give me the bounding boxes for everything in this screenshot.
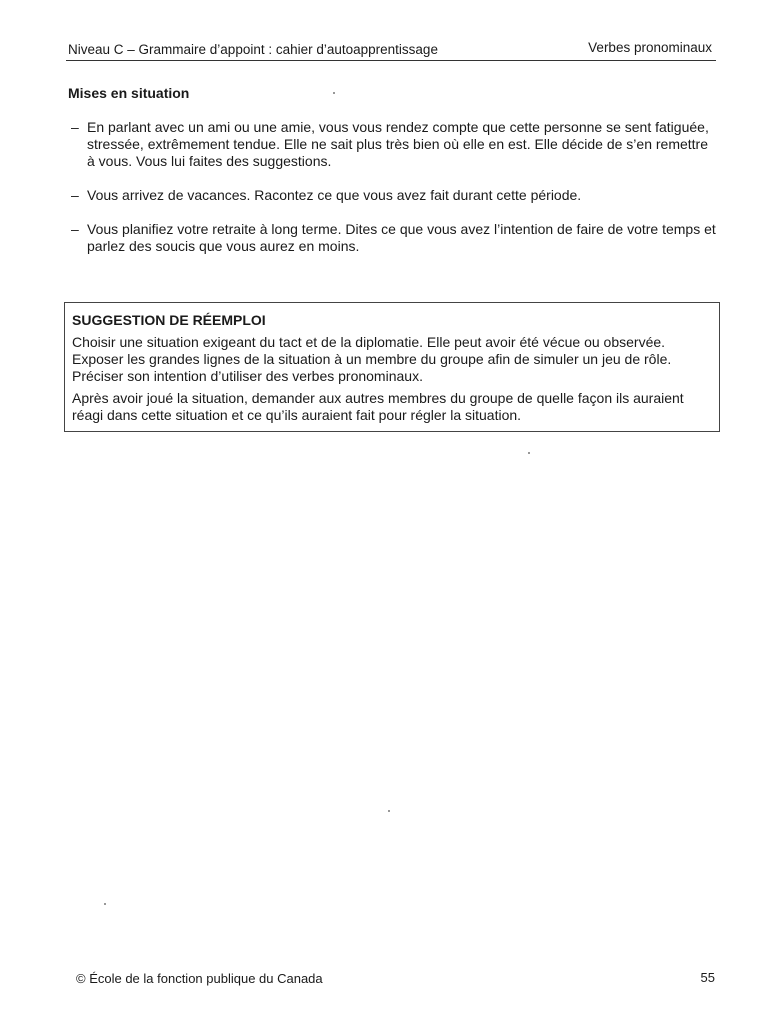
scan-speck <box>388 810 390 812</box>
list-item-text: En parlant avec un ami ou une amie, vous vous rendez compte que cette personne se sent fatiguée, stressée, extrêmement tendue. Elle ne sait plus très bien où elle en est. Elle décide de s’en remettre à vous. Vous lui faites des suggestions. <box>87 119 709 169</box>
box-paragraph-2: Après avoir joué la situation, demander aux autres membres du groupe de quelle façon ils auraient réagi dans cette situation et ce qu’ils auraient fait pour régler la situation. <box>72 390 684 423</box>
bullet-dash: – <box>71 187 79 203</box>
scenario-list <box>68 119 718 272</box>
bullet-dash: – <box>71 221 79 237</box>
scan-speck <box>104 903 106 905</box>
bullet-dash: – <box>71 119 79 135</box>
header-chapter-title: Verbes pronominaux <box>588 40 712 55</box>
scan-speck <box>333 92 335 94</box>
footer-copyright: © École de la fonction publique du Canada <box>76 971 323 986</box>
section-title: Mises en situation <box>68 85 190 101</box>
box-title: SUGGESTION DE RÉEMPLOI <box>72 312 266 328</box>
page-header <box>66 40 716 61</box>
reuse-suggestion-box <box>64 302 720 432</box>
list-item <box>68 119 718 170</box>
page-number: 55 <box>700 970 715 985</box>
scan-speck <box>528 452 530 454</box>
list-item-text: Vous planifiez votre retraite à long terme. Dites ce que vous avez l’intention de faire de votre temps et parlez des soucis que vous aurez en moins. <box>87 221 716 254</box>
list-item <box>68 187 718 204</box>
header-course-title: Niveau C – Grammaire d’appoint : cahier d’autoapprentissage <box>68 42 438 57</box>
list-item-text: Vous arrivez de vacances. Racontez ce que vous avez fait durant cette période. <box>87 187 582 203</box>
box-paragraph-1: Choisir une situation exigeant du tact et de la diplomatie. Elle peut avoir été vécue ou observée. Exposer les grandes lignes de la situation à un membre du groupe afin de simuler un jeu de rôle. Préciser son intention d’utiliser des verbes pronominaux. <box>72 334 672 384</box>
list-item <box>68 221 718 255</box>
